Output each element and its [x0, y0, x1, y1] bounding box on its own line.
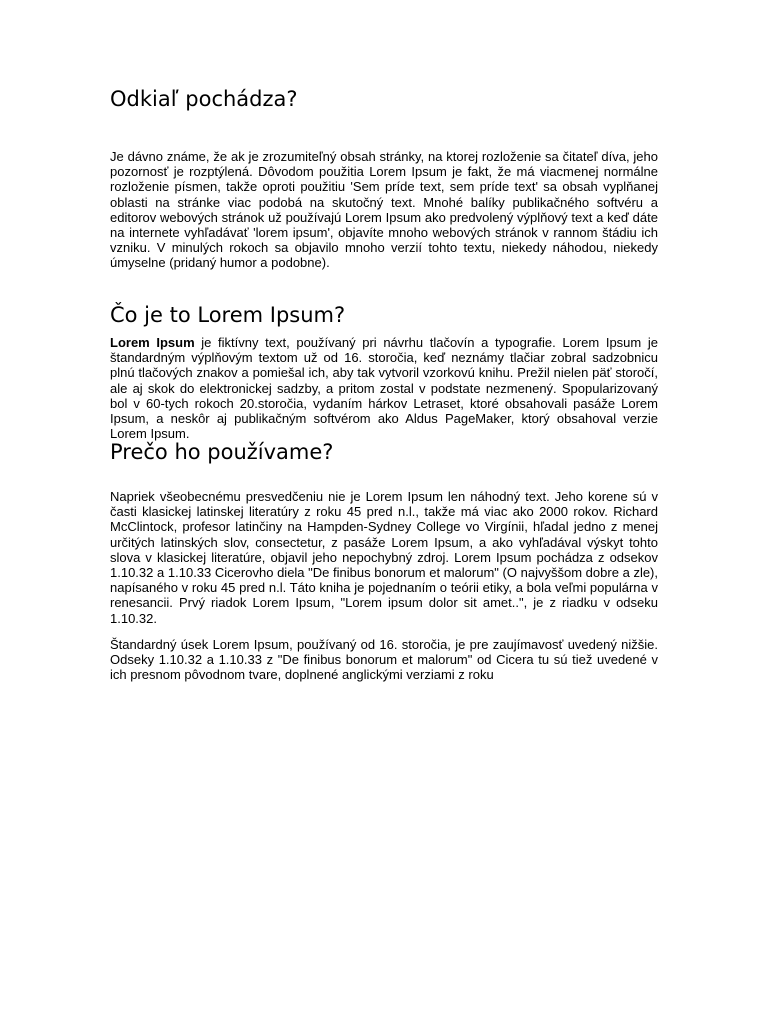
- paragraph-body: je fiktívny text, používaný pri návrhu tlačovín a typografie. Lorem Ipsum je štandardným výplňovým textom už od 16. storočia, keď neznámy tlačiar zobral sadzobnicu plnú tlačových znakov a pomiešal ich, aby tak vytvoril vzorkovú knihu. Prežil nielen päť storočí, ale aj skok do elektronickej sadzby, a pritom zostal v podstate nezmenený. Spopularizovaný bol v 60-tych rokoch 20.storočia, vydaním hárkov Letraset, ktoré obsahovali pasáže Lorem Ipsum, a neskôr aj publikačným softvérom ako Aldus PageMaker, ktorý obsahoval verzie Lorem Ipsum.: [110, 335, 658, 442]
- paragraph-why-use-it-2: Štandardný úsek Lorem Ipsum, používaný od 16. storočia, je pre zaujímavosť uvedený nižšie. Odseky 1.10.32 a 1.10.33 z "De finibus bonorum et malorum" od Cicera tu sú tiež uvedené v ich presnom pôvodnom tvare, doplnené anglickými verziami z roku: [110, 637, 658, 683]
- heading-why-use-it: Prečo ho používame?: [110, 440, 334, 464]
- bold-lead-term: Lorem Ipsum: [110, 335, 195, 350]
- heading-where-from: Odkiaľ pochádza?: [110, 87, 298, 111]
- heading-what-is-lorem-ipsum: Čo je to Lorem Ipsum?: [110, 303, 346, 327]
- paragraph-what-is-lorem-ipsum: [110, 335, 658, 441]
- paragraph-where-from: Je dávno známe, že ak je zrozumiteľný obsah stránky, na ktorej rozloženie sa čitateľ díva, jeho pozornosť je rozptýlená. Dôvodom použitia Lorem Ipsum je fakt, že má viacmenej normálne rozloženie písmen, takže oproti použitiu 'Sem príde text, sem príde text' sa obsah vyplňanej oblasti na stránke viac podobá na skutočný text. Mnohé balíky publikačného softvéru a editorov webových stránok už používajú Lorem Ipsum ako predvolený výplňový text a keď dáte na internete vyhľadávať 'lorem ipsum', objavíte mnoho webových stránok v rannom štádiu ich vzniku. V minulých rokoch sa objavilo mnoho verzií tohto textu, niekedy náhodou, niekedy úmyselne (pridaný humor a podobne).: [110, 149, 658, 271]
- paragraph-why-use-it-1: Napriek všeobecnému presvedčeniu nie je Lorem Ipsum len náhodný text. Jeho korene sú v časti klasickej latinskej literatúry z roku 45 pred n.l., takže má viac ako 2000 rokov. Richard McClintock, profesor latinčiny na Hampden-Sydney College vo Virgínii, hľadal jedno z menej určitých latinských slov, consectetur, z pasáže Lorem Ipsum, a ako vyhľadával výskyt tohto slova v klasickej literatúre, objavil jeho nepochybný zdroj. Lorem Ipsum pochádza z odsekov 1.10.32 a 1.10.33 Cicerovho diela "De finibus bonorum et malorum" (O najvyššom dobre a zle), napísaného v roku 45 pred n.l. Táto kniha je pojednaním o teórii etiky, a bola veľmi populárna v renesancii. Prvý riadok Lorem Ipsum, "Lorem ipsum dolor sit amet..", je z riadku v odseku 1.10.32.: [110, 489, 658, 626]
